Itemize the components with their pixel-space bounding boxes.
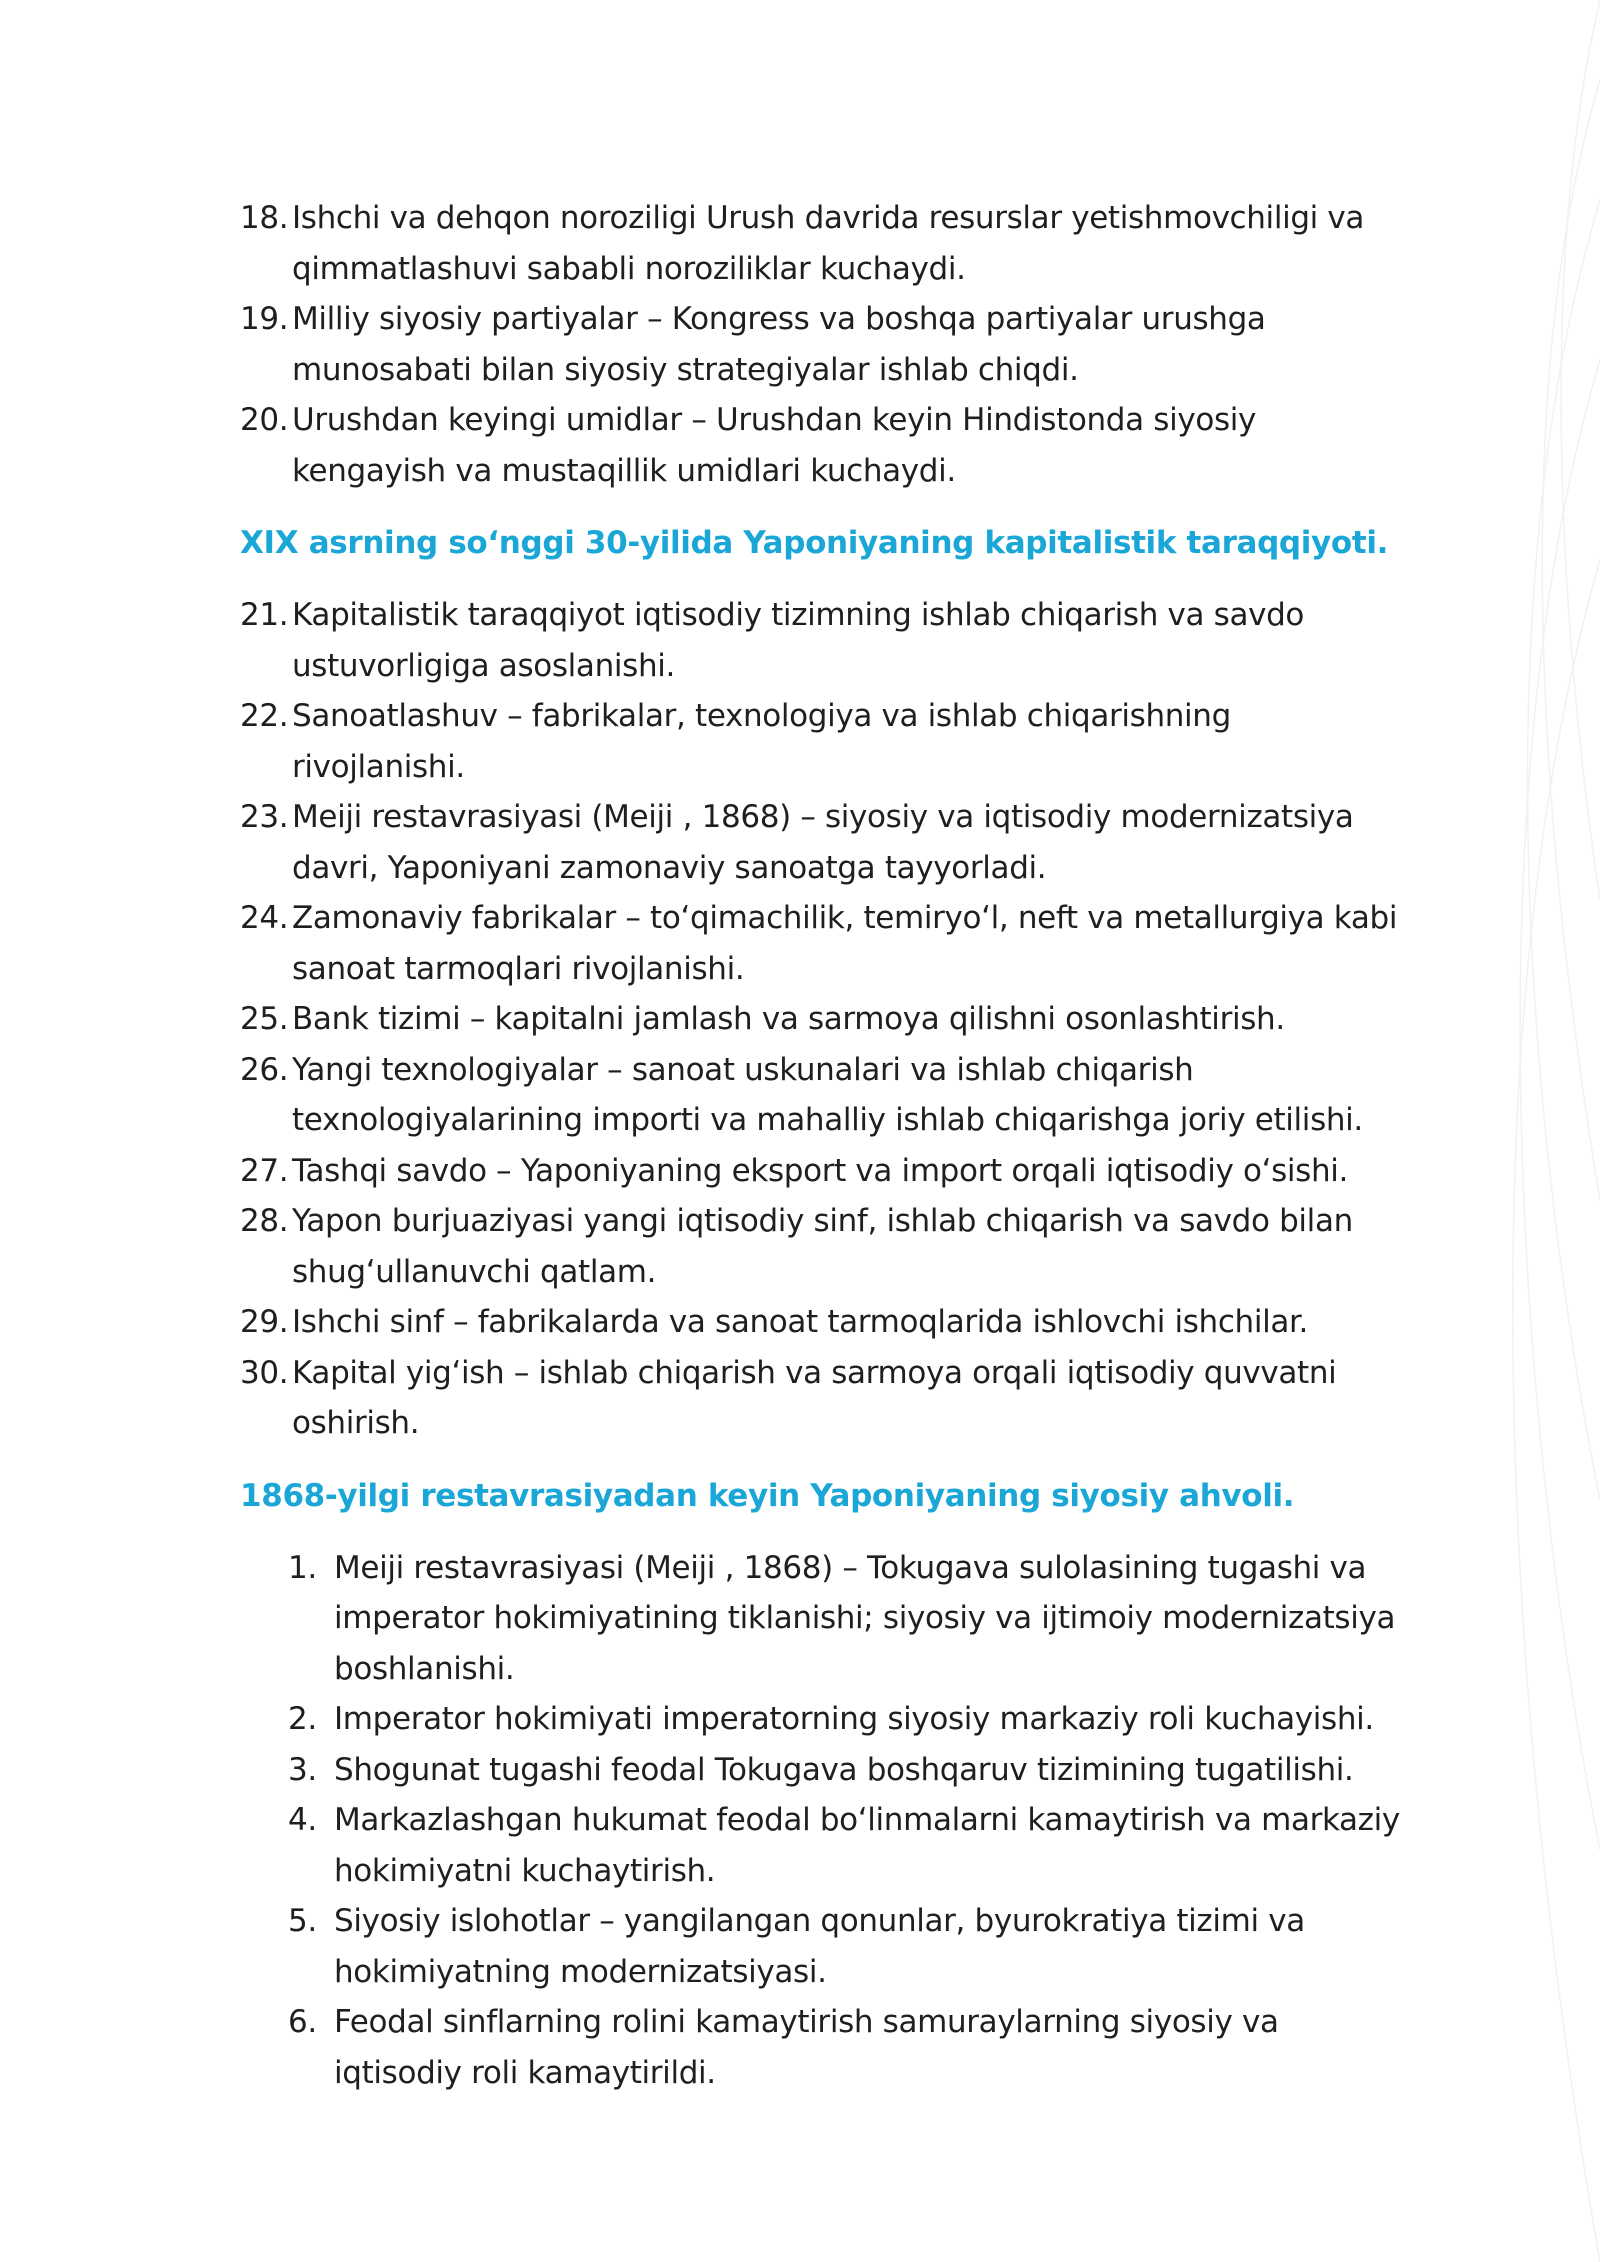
item-text: Kapital yig‘ish – ishlab chiqarish va sarmoya orqali iqtisodiy quvvatni oshirish. [292, 1354, 1337, 1441]
item-text: Meiji restavrasiyasi (Meiji , 1868) – Tokugava sulolasining tugashi va imperator hokimiyatining tiklanishi; siyosiy va ijtimoiy modernizatsiya boshlanishi. [334, 1549, 1396, 1687]
list-item [240, 994, 1410, 1045]
list-item [240, 1297, 1410, 1348]
item-text: Sanoatlashuv – fabrikalar, texnologiya va ishlab chiqarishning rivojlanishi. [292, 698, 1231, 785]
section-1-list [240, 193, 1410, 496]
item-text: Markazlashgan hukumat feodal bo‘linmalarni kamaytirish va markaziy hokimiyatni kuchaytirish. [334, 1802, 1400, 1889]
item-text: Bank tizimi – kapitalni jamlash va sarmoya qilishni osonlashtirish. [292, 1001, 1285, 1037]
item-text: Ishchi sinf – fabrikalarda va sanoat tarmoqlarida ishlovchi ishchilar. [292, 1304, 1309, 1340]
item-number: 2. [288, 1701, 317, 1737]
item-text: Tashqi savdo – Yaponiyaning eksport va import orqali iqtisodiy o‘sishi. [292, 1152, 1349, 1189]
item-text: Imperator hokimiyati imperatorning siyosiy markaziy roli kuchayishi. [334, 1701, 1374, 1737]
item-text: Shogunat tugashi feodal Tokugava boshqaruv tizimining tugatilishi. [334, 1751, 1354, 1788]
item-number: 3. [288, 1751, 317, 1788]
list-item [240, 193, 1410, 294]
item-number: 29. [240, 1304, 289, 1340]
list-item [240, 1045, 1410, 1146]
list-item [240, 294, 1410, 395]
list-item [240, 691, 1410, 792]
item-number: 22. [240, 698, 289, 734]
item-number: 24. [240, 900, 289, 936]
item-number: 6. [288, 2004, 317, 2040]
item-text: Meiji restavrasiyasi (Meiji , 1868) – siyosiy va iqtisodiy modernizatsiya davri, Yaponiyani zamonaviy sanoatga tayyorladi. [292, 799, 1354, 886]
list-item [288, 1795, 1410, 1896]
section-2-list [240, 590, 1410, 1449]
list-item [240, 395, 1410, 496]
item-number: 21. [240, 597, 289, 633]
item-number: 20. [240, 402, 289, 438]
list-item [240, 792, 1410, 893]
item-text: Urushdan keyingi umidlar – Urushdan keyin Hindistonda siyosiy kengayish va mustaqillik umidlari kuchaydi. [292, 402, 1257, 489]
item-text: Siyosiy islohotlar – yangilangan qonunlar, byurokratiya tizimi va hokimiyatning modernizatsiyasi. [334, 1903, 1305, 1990]
document-page [240, 193, 1410, 2098]
item-number: 4. [288, 1802, 317, 1838]
item-number: 27. [240, 1152, 289, 1189]
section-3-list [240, 1543, 1410, 2099]
item-text: Kapitalistik taraqqiyot iqtisodiy tizimning ishlab chiqarish va savdo ustuvorligiga asoslanishi. [292, 597, 1305, 684]
list-item [288, 1896, 1410, 1997]
item-number: 18. [240, 200, 289, 236]
item-text: Ishchi va dehqon noroziligi Urush davrida resurslar yetishmovchiligi va qimmatlashuvi sababli noroziliklar kuchaydi. [292, 200, 1365, 287]
list-item [288, 1543, 1410, 1695]
list-item [288, 1997, 1410, 2098]
list-item [240, 893, 1410, 994]
item-number: 28. [240, 1203, 289, 1239]
list-item [288, 1694, 1410, 1745]
list-item [240, 590, 1410, 691]
item-number: 5. [288, 1903, 317, 1939]
item-number: 1. [288, 1549, 317, 1586]
list-item [288, 1745, 1410, 1796]
item-number: 25. [240, 1001, 289, 1037]
item-text: Yangi texnologiyalar – sanoat uskunalari va ishlab chiqarish texnologiyalarining importi va mahalliy ishlab chiqarishga joriy etilishi. [292, 1051, 1363, 1138]
item-number: 26. [240, 1051, 289, 1088]
item-number: 30. [240, 1354, 289, 1391]
item-text: Yapon burjuaziyasi yangi iqtisodiy sinf, ishlab chiqarish va savdo bilan shug‘ullanuvchi qatlam. [292, 1203, 1353, 1290]
item-text: Feodal sinflarning rolini kamaytirish samuraylarning siyosiy va iqtisodiy roli kamaytirildi. [334, 2004, 1279, 2091]
list-item [240, 1348, 1410, 1449]
list-item [240, 1146, 1410, 1197]
item-number: 19. [240, 301, 289, 337]
item-text: Zamonaviy fabrikalar – to‘qimachilik, temiryo‘l, neft va metallurgiya kabi sanoat tarmoqlari rivojlanishi. [292, 900, 1398, 987]
item-number: 23. [240, 799, 289, 835]
list-item [240, 1196, 1410, 1297]
item-text: Milliy siyosiy partiyalar – Kongress va boshqa partiyalar urushga munosabati bilan siyosiy strategiyalar ishlab chiqdi. [292, 301, 1266, 388]
section-2-heading: XIX asrning so‘nggi 30-yilida Yaponiyaning kapitalistik taraqqiyoti. [240, 525, 1389, 561]
section-3-heading: 1868-yilgi restavrasiyadan keyin Yaponiyaning siyosiy ahvoli. [240, 1477, 1295, 1514]
